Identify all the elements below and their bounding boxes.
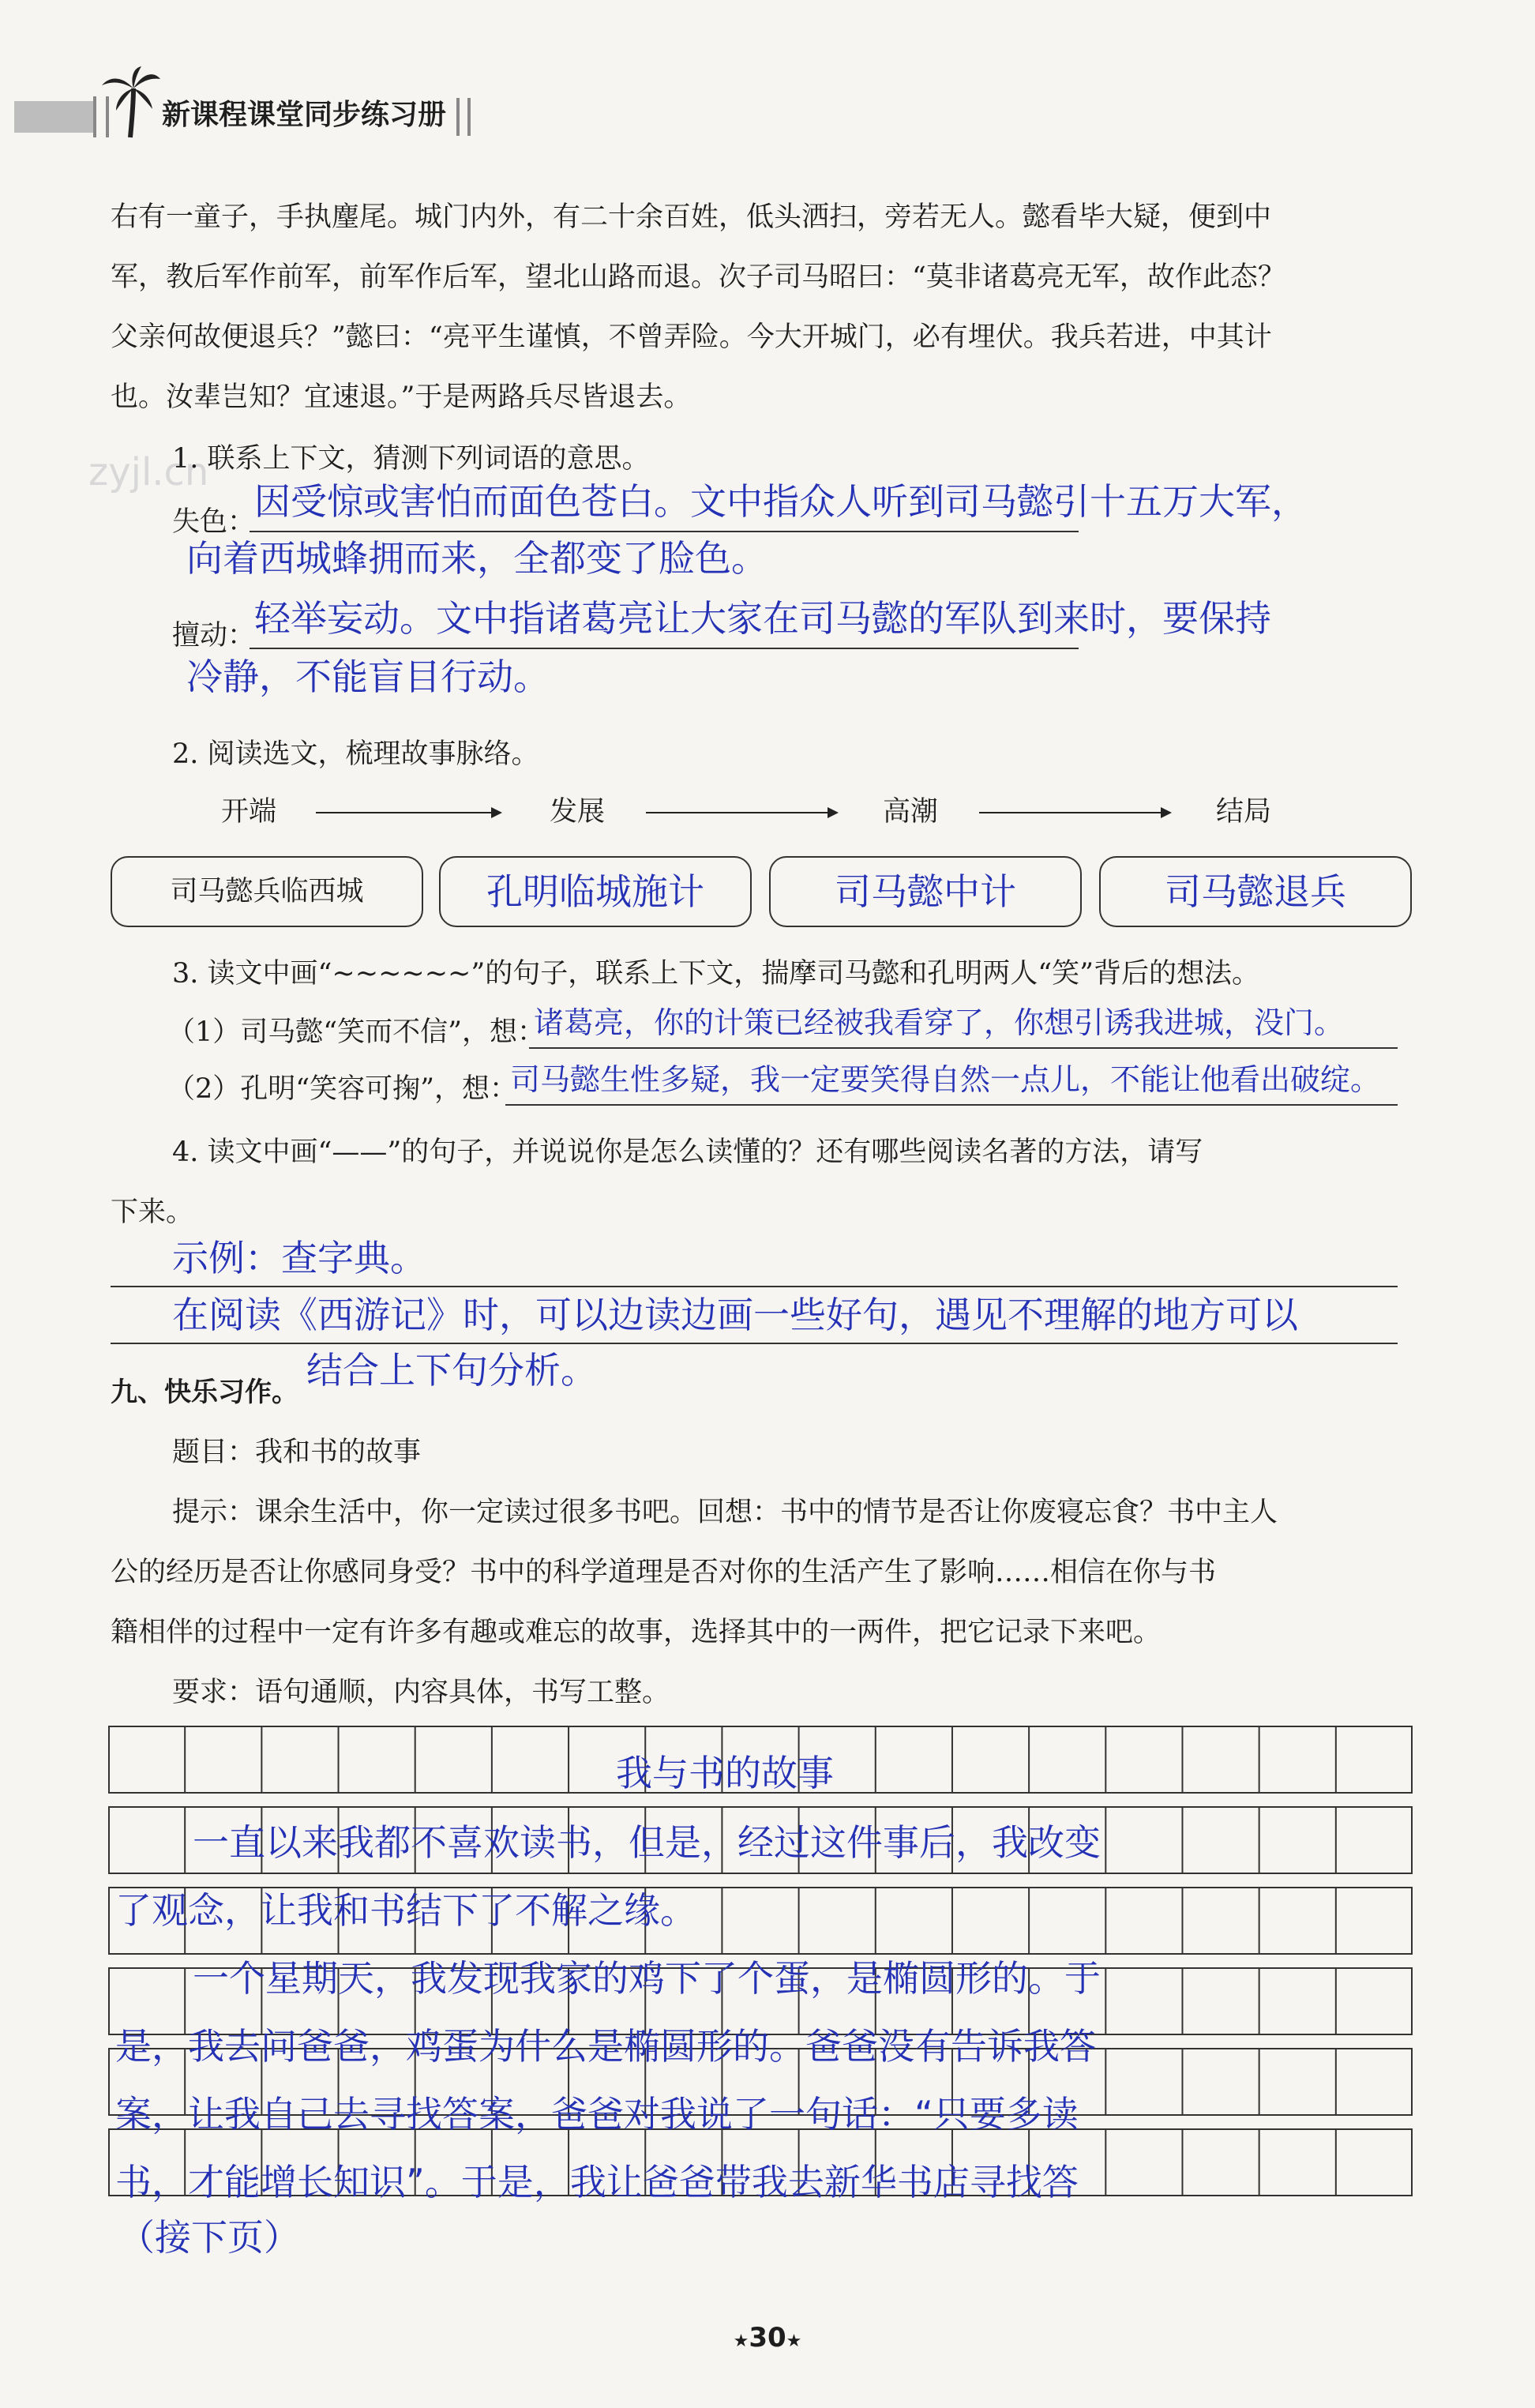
plot-box-ending-text: 司马懿退兵 <box>1165 870 1346 913</box>
section9-requirement: 要求：语句通顺，内容具体，书写工整。 <box>172 1677 670 1708</box>
q3-item1-label: （1）司马懿“笑而不信”，想： <box>167 1016 546 1048</box>
essay-line-6: 书，才能增长知识”。于是，我让爸爸带我去新华书店寻找答 <box>115 2161 1079 2203</box>
essay-line-2: 了观念，让我和书结下了不解之缘。 <box>115 1889 696 1932</box>
q1-answer2-line1: 轻举妄动。文中指诸葛亮让大家在司马懿的军队到来时，要保持 <box>254 597 1271 640</box>
q1-answer1-line2: 向着西城蜂拥而来，全都变了脸色。 <box>186 537 768 580</box>
q4-answer-line1: 示例：查字典。 <box>172 1237 426 1279</box>
header-end-stripes <box>456 98 471 136</box>
arrow-2 <box>646 812 835 813</box>
q1-prompt: 1. 联系上下文，猜测下列词语的意思。 <box>172 443 650 475</box>
palm-tree-icon <box>99 65 162 141</box>
q1-answer1-underline <box>250 531 1079 532</box>
stage-ending: 结局 <box>1216 796 1272 828</box>
q4-prompt-line1: 4. 读文中画“——”的句子，并说说你是怎么读懂的？还有哪些阅读名著的方法，请写 <box>172 1136 1203 1168</box>
plot-box-climax-text: 司马懿中计 <box>835 870 1016 913</box>
q2-prompt: 2. 阅读选文，梳理故事脉络。 <box>172 738 539 770</box>
arrow-3 <box>979 812 1169 813</box>
q1-answer2-underline <box>250 648 1079 649</box>
plot-box-development <box>439 856 752 927</box>
q3-prompt: 3. 读文中画“~~~~~~”的句子，联系上下文，揣摩司马懿和孔明两人“笑”背后的想法。 <box>172 958 1260 990</box>
section9-topic: 题目：我和书的故事 <box>172 1437 422 1468</box>
plot-box-start <box>111 856 423 927</box>
plot-box-start-text: 司马懿兵临西城 <box>170 876 364 907</box>
passage-line-3: 父亲何故便退兵？”懿曰：“亮平生谨慎，不曾弄险。今大开城门，必有埋伏。我兵若进，中其计 <box>111 321 1272 353</box>
q4-underline-2 <box>111 1343 1398 1344</box>
section9-hint-line3: 籍相伴的过程中一定有许多有趣或难忘的故事，选择其中的一两件，把它记录下来吧。 <box>111 1617 1162 1648</box>
plot-box-climax <box>769 856 1082 927</box>
q4-answer-line2: 在阅读《西游记》时，可以边读边画一些好句，遇见不理解的地方可以 <box>172 1294 1298 1336</box>
essay-line-3: 一个星期天，我发现我家的鸡下了个蛋，是椭圆形的。于 <box>193 1957 1101 2000</box>
page-footer <box>711 2322 824 2354</box>
section9-hint-line2: 公的经历是否让你感同身受？书中的科学道理是否对你的生活产生了影响……相信在你与书 <box>111 1557 1217 1588</box>
q4-prompt-line2: 下来。 <box>111 1196 194 1228</box>
section9-hint-line1: 提示：课余生活中，你一定读过很多书吧。回想：书中的情节是否让你废寝忘食？书中主人 <box>172 1497 1278 1528</box>
header-bar <box>14 101 93 133</box>
essay-line-1: 一直以来我都不喜欢读书，但是，经过这件事后，我改变 <box>193 1821 1101 1864</box>
stage-development: 发展 <box>550 796 606 828</box>
q4-underline-1 <box>111 1286 1398 1287</box>
plot-box-development-text: 孔明临城施计 <box>486 870 704 913</box>
q1-answer1-line1: 因受惊或害怕而面色苍白。文中指众人听到司马懿引十五万大军， <box>254 480 1308 523</box>
watermark: zyjl.cn <box>88 450 209 494</box>
header-title: 新课程课堂同步练习册 <box>162 99 447 131</box>
essay-line-5: 案，让我自己去寻找答案，爸爸对我说了一句话：“只要多读 <box>115 2093 1079 2136</box>
q1-answer2-line2: 冷静，不能盲目行动。 <box>186 656 550 698</box>
q4-answer-line3: 结合上下句分析。 <box>306 1349 597 1392</box>
essay-title: 我与书的故事 <box>616 1752 834 1794</box>
stage-climax: 高潮 <box>883 796 939 828</box>
q3-item1-answer: 诸葛亮，你的计策已经被我看穿了，你想引诱我进城，没门。 <box>534 1005 1345 1040</box>
q1-term2: 擅动： <box>172 620 256 652</box>
star-icon: ★ <box>733 2331 749 2351</box>
section9-heading: 九、快乐习作。 <box>111 1377 298 1408</box>
page-number: 30 <box>749 2322 786 2354</box>
passage-line-2: 军，教后军作前军，前军作后军，望北山路而退。次子司马昭曰：“莫非诸葛亮无军，故作此态？ <box>111 261 1285 293</box>
q3-item2-label: （2）孔明“笑容可掬”，想： <box>167 1073 518 1105</box>
q1-term1: 失色： <box>172 506 256 538</box>
q3-item2-answer: 司马懿生性多疑，我一定要笑得自然一点儿，不能让他看出破绽。 <box>510 1062 1381 1097</box>
passage-line-4: 也。汝辈岂知？宜速退。”于是两路兵尽皆退去。 <box>111 381 692 413</box>
q3-item1-underline <box>529 1047 1398 1049</box>
star-icon: ★ <box>786 2331 802 2351</box>
plot-box-ending <box>1099 856 1412 927</box>
q3-item2-underline <box>505 1104 1398 1106</box>
essay-line-4: 是，我去问爸爸，鸡蛋为什么是椭圆形的。爸爸没有告诉我答 <box>115 2025 1096 2068</box>
passage-line-1: 右有一童子，手执麈尾。城门内外，有二十余百姓，低头洒扫，旁若无人。懿看毕大疑，便到中 <box>111 201 1272 233</box>
stage-start: 开端 <box>221 796 277 828</box>
arrow-1 <box>316 812 499 813</box>
essay-continued: （接下页） <box>118 2216 300 2259</box>
